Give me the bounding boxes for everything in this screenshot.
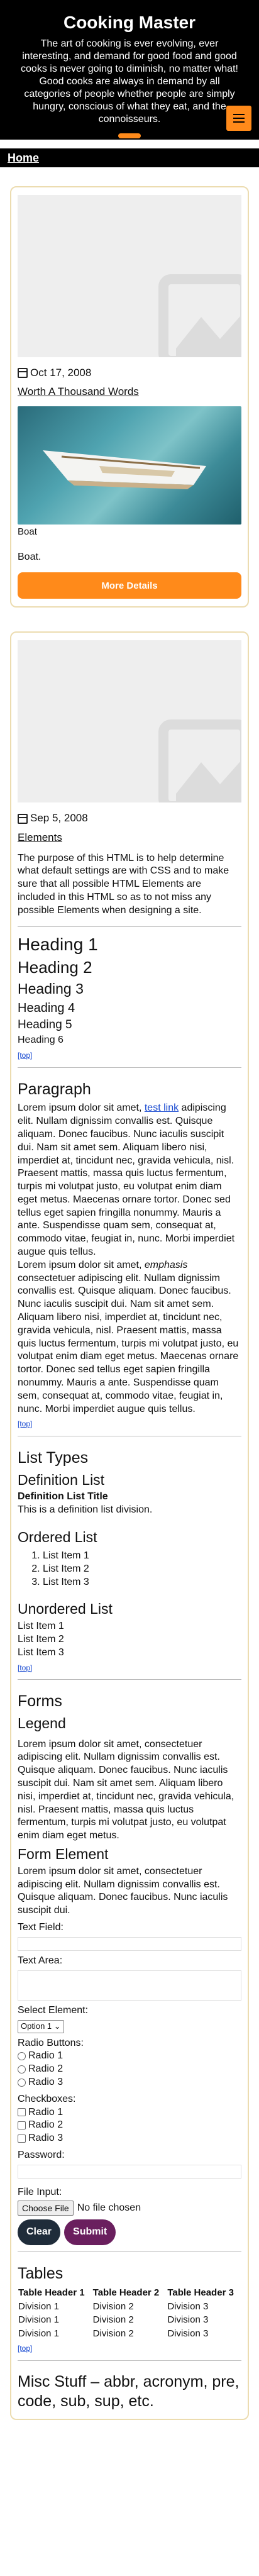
post-title-link[interactable]: Worth A Thousand Words (18, 386, 139, 398)
more-details-button[interactable]: More Details (18, 572, 241, 599)
top-link[interactable]: [top] (18, 2344, 33, 2353)
top-link[interactable]: [top] (18, 1051, 33, 1060)
table-cell: Division 2 (92, 2314, 134, 2326)
radio-icon (18, 2065, 26, 2074)
ordered-list-title: Ordered List (18, 1529, 97, 1546)
calendar-icon (18, 814, 28, 824)
main-nav (0, 148, 259, 167)
image-caption: Boat (18, 526, 37, 538)
site-title: Cooking Master (63, 13, 196, 32)
form-element-text: Lorem ipsum dolor sit amet, consectetuer adipiscing elit. Nullam dignissim convallis est. Quisque aliquam. Donec faucibus. Nunc iaculis suscipit dui. (18, 1865, 228, 1916)
post-card-elements (10, 631, 249, 2420)
no-file-text: No file chosen (77, 2202, 141, 2213)
site-header (0, 0, 259, 140)
select-value: Option 1 (21, 2021, 52, 2031)
hamburger-icon (233, 114, 245, 123)
table-header: Table Header 3 (167, 2287, 234, 2299)
paragraph-2 (18, 1259, 241, 1416)
file-input-label: File Input: (18, 2187, 62, 2198)
table-cell: Division 3 (167, 2328, 209, 2339)
divider (18, 2360, 241, 2361)
calendar-icon (18, 368, 28, 378)
checkbox-label: Checkboxes: (18, 2093, 76, 2104)
heading-6: Heading 6 (18, 1035, 63, 1046)
table-cell: Division 3 (167, 2314, 209, 2326)
heading-5: Heading 5 (18, 1018, 72, 1031)
post-thumbnail-placeholder (18, 195, 241, 357)
intro-paragraph: The purpose of this HTML is to help determine what default settings are with CSS and to make sure that all possible HTML Elements are included in this HTML so as to not miss any possible Elements when designing a site. (18, 852, 229, 916)
select-dropdown[interactable] (18, 2020, 64, 2033)
heading-3: Heading 3 (18, 980, 84, 997)
radio-option[interactable] (18, 2050, 241, 2063)
radio-text: Radio 1 (28, 2050, 63, 2062)
list-item: List Item 2 (18, 1633, 64, 1645)
test-link[interactable]: test link (144, 1102, 179, 1114)
chevron-down-icon: ⌄ (53, 2021, 61, 2031)
post-thumbnail-placeholder (18, 640, 241, 802)
image-placeholder-icon (151, 267, 241, 357)
divider (18, 2251, 241, 2252)
paragraph-1 (18, 1102, 241, 1259)
checkbox-icon (18, 2135, 26, 2143)
divider (18, 926, 241, 927)
table-cell: Division 1 (18, 2301, 60, 2312)
radio-option[interactable] (18, 2076, 241, 2089)
unordered-list-title: Unordered List (18, 1601, 113, 1618)
heading-1: Heading 1 (18, 934, 98, 954)
table-cell: Division 3 (167, 2301, 209, 2312)
forms-title: Forms (18, 1692, 62, 1711)
text-area-input[interactable] (18, 1970, 241, 2001)
checkbox-option[interactable] (18, 2119, 241, 2132)
checkbox-option[interactable] (18, 2132, 241, 2145)
heading-2: Heading 2 (18, 958, 92, 977)
radio-icon (18, 2052, 26, 2060)
menu-button[interactable] (226, 106, 251, 131)
checkbox-text: Radio 2 (28, 2119, 63, 2131)
post-excerpt: Boat. (18, 551, 41, 562)
legend-title: Legend (18, 1714, 66, 1731)
data-table (18, 2286, 241, 2340)
post-meta (18, 811, 241, 825)
password-input[interactable] (18, 2165, 241, 2179)
table-header: Table Header 2 (92, 2287, 160, 2299)
header-divider (118, 133, 141, 138)
radio-label: Radio Buttons: (18, 2037, 84, 2048)
ordered-list (18, 1550, 241, 1589)
divider (18, 1679, 241, 1680)
site-description: The art of cooking is ever evolving, ever interesting, and demand for good food and good cooks is never going to diminish, no matter what! Good cooks are always in demand by all categories of people whether people are simply hungry, conscious of what they eat, and the connoisseurs. (21, 38, 238, 125)
radio-text: Radio 3 (28, 2076, 63, 2087)
post-title-link[interactable]: Elements (18, 831, 62, 843)
radio-icon (18, 2079, 26, 2087)
checkbox-icon (18, 2121, 26, 2129)
list-item: 2. List Item 2 (43, 1563, 241, 1576)
radio-text: Radio 2 (28, 2063, 63, 2075)
table-row (18, 2300, 241, 2314)
list-item: 1. List Item 1 (43, 1550, 241, 1563)
paragraph-text: Lorem ipsum dolor sit amet, (18, 1259, 145, 1270)
table-header-row (18, 2286, 241, 2300)
misc-title: Misc Stuff – abbr, acronym, pre, code, sub, sup, etc. (18, 2372, 240, 2411)
list-item: List Item 1 (18, 1621, 64, 1632)
radio-option[interactable] (18, 2063, 241, 2076)
definition-term: Definition List Title (18, 1491, 108, 1502)
clear-button[interactable]: Clear (18, 2219, 60, 2245)
table-cell: Division 1 (18, 2314, 60, 2326)
choose-file-button[interactable]: Choose File (18, 2201, 74, 2216)
definition-list-title: Definition List (18, 1471, 105, 1488)
submit-button[interactable]: Submit (64, 2219, 116, 2245)
checkbox-option[interactable] (18, 2106, 241, 2119)
form-actions (18, 2219, 241, 2245)
checkbox-icon (18, 2108, 26, 2116)
nav-home-link[interactable]: Home (8, 152, 40, 164)
heading-4: Heading 4 (18, 1001, 75, 1015)
list-item: List Item 3 (18, 1646, 64, 1658)
checkbox-text: Radio 1 (28, 2106, 63, 2118)
definition-desc: This is a definition list division. (18, 1504, 153, 1516)
form-element-title: Form Element (18, 1845, 109, 1862)
table-cell: Division 2 (92, 2301, 134, 2312)
paragraph-text: Lorem ipsum dolor sit amet, (18, 1102, 145, 1114)
post-date: Oct 17, 2008 (30, 367, 92, 379)
post-card (10, 186, 249, 608)
emphasis-text: emphasis (144, 1259, 188, 1270)
text-field-label: Text Field: (18, 1922, 63, 1933)
table-row (18, 2313, 241, 2327)
checkbox-text: Radio 3 (28, 2133, 63, 2144)
text-area-label: Text Area: (18, 1955, 63, 1967)
table-cell: Division 2 (92, 2328, 134, 2339)
unordered-list (18, 1620, 241, 1659)
paragraph-text: consectetuer adipiscing elit. Nullam dignissim convallis est. Quisque aliquam. Donec faucibus. Nunc iaculis suscipit dui. Nam sit amet sem. Aliquam libero nisi, imperdiet at, tincidunt nec, gravida vehicula, nisl. Praesent mattis, massa quis luctus fermentum, turpis mi volutpat justo, eu volutpat enim diam eget metus. Maecenas ornare tortor. Donec sed tellus eget sapien fringilla nonummy. Mauris a ante. Suspendisse quam sem, consequat at, commodo vitae, feugiat in, nunc. Morbi imperdiet augue quis tellus. (18, 1272, 239, 1414)
top-link[interactable]: [top] (18, 1663, 33, 1672)
post-meta (18, 366, 241, 380)
list-item: 3. List Item 3 (43, 1576, 241, 1589)
tables-title: Tables (18, 2264, 63, 2282)
post-date: Sep 5, 2008 (30, 812, 88, 824)
select-label: Select Element: (18, 2004, 89, 2016)
paragraph-text: adipiscing elit. Nullam dignissim convallis est. Quisque aliquam. Donec faucibus. Nunc iaculis suscipit dui. Nam sit amet sem. Aliquam libero nisi, imperdiet at, tincidunt nec, gravida vehicula, nisl. Praesent mattis, massa quis luctus fermentum, turpis mi volutpat justo, eu volutpat enim diam eget metus. Maecenas ornare tortor. Donec sed tellus eget sapien fringilla nonummy. Mauris a ante. Suspendisse quam sem, consequat at, commodo vitae, feugiat in, nunc. Morbi imperdiet augue quis tellus. (18, 1102, 235, 1258)
table-row (18, 2327, 241, 2341)
top-link[interactable]: [top] (18, 1419, 33, 1429)
file-input (18, 2201, 241, 2216)
boat-icon (18, 406, 241, 525)
list-types-title: List Types (18, 1449, 89, 1467)
paragraph-title: Paragraph (18, 1080, 91, 1098)
text-field-input[interactable] (18, 1937, 241, 1951)
boat-image (18, 406, 241, 525)
table-header: Table Header 1 (18, 2287, 85, 2299)
forms-text: Lorem ipsum dolor sit amet, consectetuer adipiscing elit. Nullam dignissim convallis est. Quisque aliquam. Donec faucibus. Nunc iaculis suscipit dui. Nam sit amet sem. Aliquam libero nisi, imperdiet at, tincidunt nec, gravida vehicula, nisl. Praesent mattis, massa quis luctus fermentum, turpis mi volutpat justo, eu volutpat enim diam eget metus. (18, 1738, 234, 1841)
table-cell: Division 1 (18, 2328, 60, 2339)
divider (18, 1067, 241, 1068)
password-label: Password: (18, 2149, 65, 2160)
image-placeholder-icon (151, 712, 241, 802)
